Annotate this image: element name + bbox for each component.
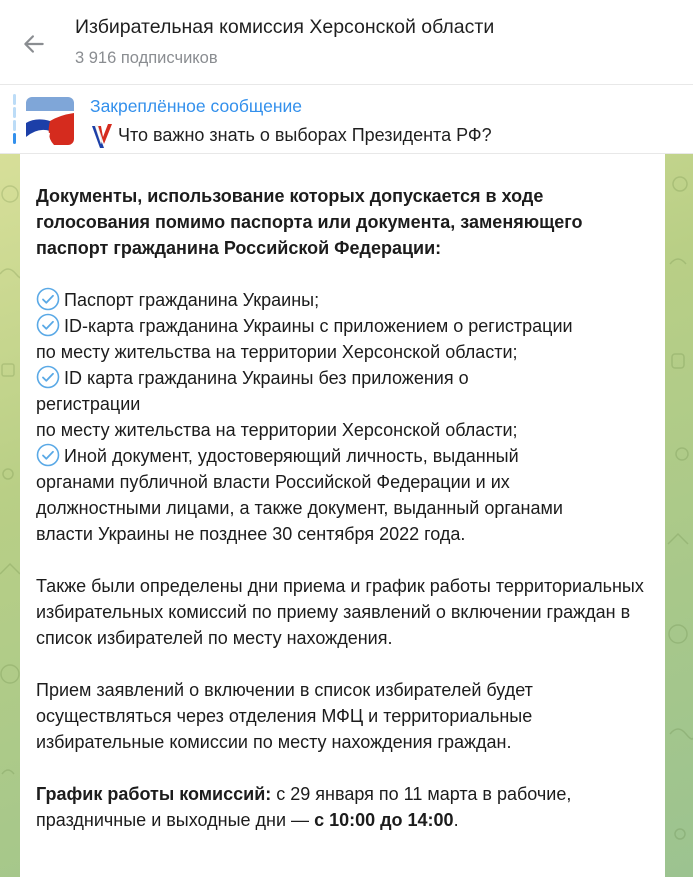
message-bubble[interactable] [20,154,665,877]
paragraph: Прием заявлений о включении в список избирателей будет осуществляться через отделения МФЦ и территориальные избирательные комиссии по месту нахождения граждан. [36,680,533,752]
list-item-text: власти Украины не позднее 30 сентября 2022 года. [36,524,466,544]
back-button[interactable] [12,22,56,66]
list-item [36,443,651,547]
pinned-text [90,120,492,150]
schedule-time: с 10:00 до 14:00 [314,810,454,830]
vote-logo-icon [90,120,116,150]
pinned-indicator [13,94,16,144]
subscriber-count: 3 916 подписчиков [75,49,218,67]
pinned-label: Закреплённое сообщение [90,96,303,116]
schedule-text: с 29 января по 11 марта в рабочие, праздничные и выходные дни — [36,784,572,830]
check-circle-icon [36,287,60,311]
message-heading: Документы, использование которых допускается в ходе голосования помимо паспорта или документа, заменяющего паспорт гражданина Российской Федерации: [36,186,583,258]
list-item-text: органами публичной власти Российской Федерации и их [36,472,510,492]
check-circle-icon [36,365,60,389]
check-circle-icon [36,313,60,337]
message-text [36,183,651,833]
pinned-text-label: Что важно знать о выборах Президента РФ? [118,124,492,145]
list-item-text: ID-карта гражданина Украины с приложением о регистрации [64,316,573,336]
list-item-text: по месту жительства на территории Херсонской области; [36,342,518,362]
list-item-text: регистрации [36,394,141,414]
list-item-text: должностными лицами, а также документ, выданный органами [36,498,563,518]
paragraph: Также были определены дни приема и график работы территориальных избирательных комиссий по приему заявлений о включении граждан в список избирателей по месту нахождения. [36,576,644,648]
schedule-paragraph [36,781,651,833]
check-circle-icon [36,443,60,467]
list-item-text: по месту жительства на территории Херсонской области; [36,420,518,440]
pinned-thumbnail [26,97,74,145]
list-item [36,287,651,313]
list-item [36,313,651,365]
list-item-text: Паспорт гражданина Украины; [64,290,320,310]
schedule-label: График работы комиссий: [36,784,272,804]
arrow-left-icon [21,31,47,57]
list-item-text: Иной документ, удостоверяющий личность, выданный [64,446,519,466]
schedule-end: . [453,810,459,830]
chat-area[interactable] [0,154,693,877]
pinned-message-bar[interactable] [0,85,693,154]
list-item-text: ID карта гражданина Украины без приложения о [64,368,469,388]
channel-title[interactable]: Избирательная комиссия Херсонской области [75,16,495,38]
list-item [36,365,651,443]
chat-header [0,0,693,84]
